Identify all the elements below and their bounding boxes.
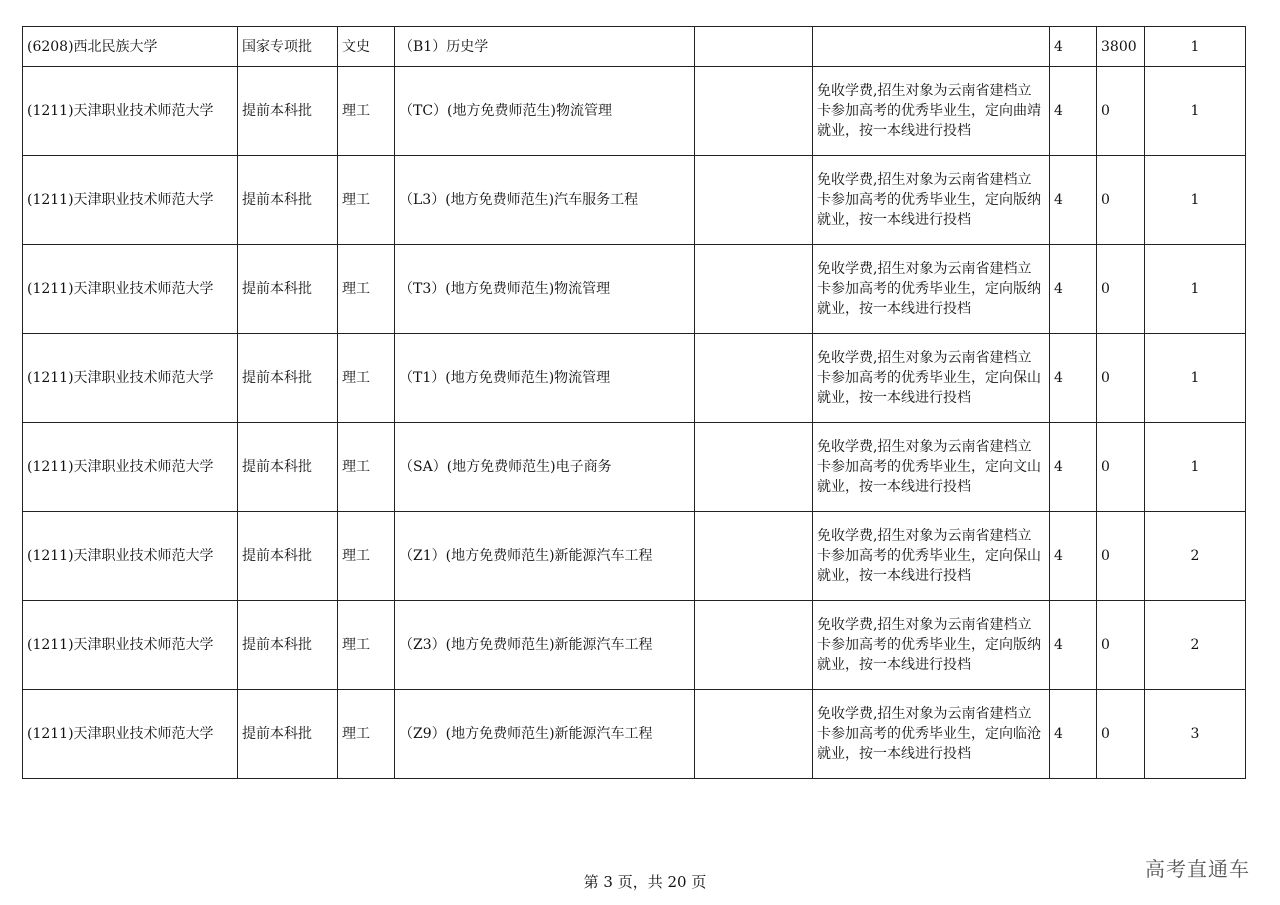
category-cell: 理工	[338, 423, 395, 512]
major-cell: （TC）(地方免费师范生)物流管理	[395, 67, 695, 156]
blank-cell	[695, 690, 813, 779]
tuition-cell: 0	[1097, 67, 1145, 156]
table-row	[23, 27, 1246, 67]
plan-count-cell: 1	[1145, 156, 1246, 245]
category-cell: 理工	[338, 156, 395, 245]
tuition-cell: 0	[1097, 334, 1145, 423]
school-cell: (1211)天津职业技术师范大学	[23, 245, 238, 334]
tuition-cell: 0	[1097, 512, 1145, 601]
batch-cell: 国家专项批	[238, 27, 338, 67]
plan-count-cell: 1	[1145, 245, 1246, 334]
table-row	[23, 156, 1246, 245]
tuition-cell: 0	[1097, 690, 1145, 779]
blank-cell	[695, 27, 813, 67]
batch-cell: 提前本科批	[238, 423, 338, 512]
school-cell: (1211)天津职业技术师范大学	[23, 67, 238, 156]
category-cell: 文史	[338, 27, 395, 67]
category-cell: 理工	[338, 245, 395, 334]
batch-cell: 提前本科批	[238, 156, 338, 245]
batch-cell: 提前本科批	[238, 690, 338, 779]
major-cell: （Z9）(地方免费师范生)新能源汽车工程	[395, 690, 695, 779]
major-cell: （T3）(地方免费师范生)物流管理	[395, 245, 695, 334]
blank-cell	[695, 67, 813, 156]
note-cell: 免收学费,招生对象为云南省建档立卡参加高考的优秀毕业生，定向文山就业，按一本线进行投档	[813, 423, 1050, 512]
school-cell: (1211)天津职业技术师范大学	[23, 690, 238, 779]
note-cell: 免收学费,招生对象为云南省建档立卡参加高考的优秀毕业生，定向曲靖就业，按一本线进行投档	[813, 67, 1050, 156]
years-cell: 4	[1050, 690, 1097, 779]
batch-cell: 提前本科批	[238, 601, 338, 690]
category-cell: 理工	[338, 690, 395, 779]
years-cell: 4	[1050, 334, 1097, 423]
category-cell: 理工	[338, 67, 395, 156]
plan-count-cell: 1	[1145, 334, 1246, 423]
blank-cell	[695, 156, 813, 245]
years-cell: 4	[1050, 512, 1097, 601]
batch-cell: 提前本科批	[238, 512, 338, 601]
tuition-cell: 0	[1097, 601, 1145, 690]
tuition-cell: 3800	[1097, 27, 1145, 67]
tuition-cell: 0	[1097, 423, 1145, 512]
major-cell: （L3）(地方免费师范生)汽车服务工程	[395, 156, 695, 245]
plan-count-cell: 2	[1145, 601, 1246, 690]
admissions-table	[22, 26, 1246, 779]
school-cell: (1211)天津职业技术师范大学	[23, 423, 238, 512]
table-row	[23, 512, 1246, 601]
note-cell: 免收学费,招生对象为云南省建档立卡参加高考的优秀毕业生，定向版纳就业，按一本线进行投档	[813, 245, 1050, 334]
admissions-table-container	[22, 26, 1246, 779]
table-row	[23, 601, 1246, 690]
blank-cell	[695, 423, 813, 512]
plan-count-cell: 2	[1145, 512, 1246, 601]
blank-cell	[695, 512, 813, 601]
tuition-cell: 0	[1097, 156, 1145, 245]
note-cell: 免收学费,招生对象为云南省建档立卡参加高考的优秀毕业生，定向版纳就业，按一本线进行投档	[813, 156, 1050, 245]
page-number-footer: 第 3 页，共 20 页	[583, 873, 707, 891]
school-cell: (6208)西北民族大学	[23, 27, 238, 67]
school-cell: (1211)天津职业技术师范大学	[23, 156, 238, 245]
plan-count-cell: 1	[1145, 67, 1246, 156]
table-row	[23, 67, 1246, 156]
plan-count-cell: 1	[1145, 423, 1246, 512]
blank-cell	[695, 245, 813, 334]
school-cell: (1211)天津职业技术师范大学	[23, 334, 238, 423]
batch-cell: 提前本科批	[238, 245, 338, 334]
years-cell: 4	[1050, 601, 1097, 690]
major-cell: （Z3）(地方免费师范生)新能源汽车工程	[395, 601, 695, 690]
school-cell: (1211)天津职业技术师范大学	[23, 601, 238, 690]
note-cell: 免收学费,招生对象为云南省建档立卡参加高考的优秀毕业生，定向保山就业，按一本线进行投档	[813, 512, 1050, 601]
plan-count-cell: 1	[1145, 27, 1246, 67]
table-row	[23, 245, 1246, 334]
major-cell: （B1）历史学	[395, 27, 695, 67]
note-cell	[813, 27, 1050, 67]
table-row	[23, 334, 1246, 423]
years-cell: 4	[1050, 67, 1097, 156]
major-cell: （T1）(地方免费师范生)物流管理	[395, 334, 695, 423]
major-cell: （Z1）(地方免费师范生)新能源汽车工程	[395, 512, 695, 601]
batch-cell: 提前本科批	[238, 67, 338, 156]
note-cell: 免收学费,招生对象为云南省建档立卡参加高考的优秀毕业生，定向版纳就业，按一本线进行投档	[813, 601, 1050, 690]
category-cell: 理工	[338, 512, 395, 601]
years-cell: 4	[1050, 423, 1097, 512]
plan-count-cell: 3	[1145, 690, 1246, 779]
years-cell: 4	[1050, 156, 1097, 245]
category-cell: 理工	[338, 601, 395, 690]
tuition-cell: 0	[1097, 245, 1145, 334]
table-row	[23, 690, 1246, 779]
blank-cell	[695, 334, 813, 423]
school-cell: (1211)天津职业技术师范大学	[23, 512, 238, 601]
batch-cell: 提前本科批	[238, 334, 338, 423]
watermark-logo-text: 高考直通车	[1145, 857, 1250, 881]
note-cell: 免收学费,招生对象为云南省建档立卡参加高考的优秀毕业生，定向保山就业，按一本线进行投档	[813, 334, 1050, 423]
years-cell: 4	[1050, 245, 1097, 334]
major-cell: （SA）(地方免费师范生)电子商务	[395, 423, 695, 512]
years-cell: 4	[1050, 27, 1097, 67]
table-row	[23, 423, 1246, 512]
table-body	[23, 27, 1246, 779]
category-cell: 理工	[338, 334, 395, 423]
blank-cell	[695, 601, 813, 690]
note-cell: 免收学费,招生对象为云南省建档立卡参加高考的优秀毕业生，定向临沧就业，按一本线进行投档	[813, 690, 1050, 779]
